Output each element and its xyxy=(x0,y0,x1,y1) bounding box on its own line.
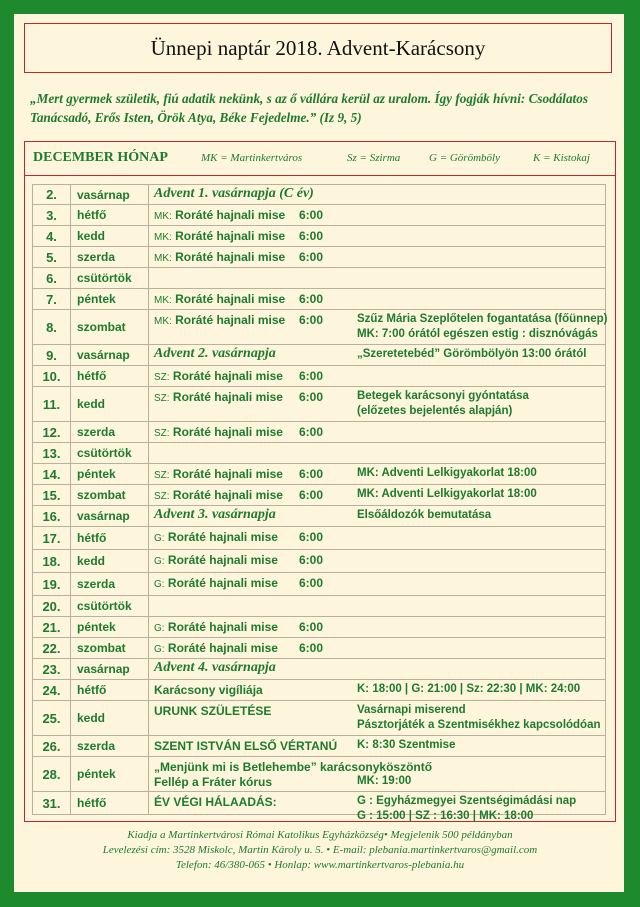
weekday: péntek xyxy=(71,617,149,637)
event-text xyxy=(154,507,276,523)
event-time: 6:00 xyxy=(299,208,324,222)
page-title: Ünnepi naptár 2018. Advent-Karácsony xyxy=(150,35,486,60)
parish-prefix: SZ: xyxy=(154,393,170,404)
event-time: 6:00 xyxy=(299,250,324,264)
event-text xyxy=(154,641,278,655)
extra-note: Elsőáldozók bemutatása xyxy=(357,509,492,521)
extra-note: MK: Adventi Lelkigyakorlat 18:00 xyxy=(357,488,537,500)
day-number: 24. xyxy=(33,680,71,700)
event-time: 6:00 xyxy=(299,229,324,243)
event-label: Roráté hajnali mise xyxy=(172,390,283,404)
event-text xyxy=(154,488,283,502)
extra-note: Vasárnapi miserend xyxy=(357,704,466,716)
event-text xyxy=(154,346,276,362)
event-label: „Menjünk mi is Betlehembe” karácsonyköszöntő xyxy=(154,760,433,774)
weekday: péntek xyxy=(71,289,149,309)
weekday: vasárnap xyxy=(71,506,149,526)
extra-note: K: 8:30 Szentmise xyxy=(357,739,456,751)
table-row xyxy=(32,596,606,617)
event-label: SZENT ISTVÁN ELSŐ VÉRTANÚ xyxy=(154,739,338,753)
event-cell xyxy=(149,638,607,658)
parish-prefix: G: xyxy=(154,556,165,567)
parish-prefix: MK: xyxy=(154,295,172,306)
weekday: szombat xyxy=(71,485,149,505)
event-label: Roráté hajnali mise xyxy=(172,425,283,439)
event-label: URUNK SZÜLETÉSE xyxy=(154,704,272,718)
event-text xyxy=(154,369,283,383)
event-time: 6:00 xyxy=(299,488,324,502)
event-cell xyxy=(149,205,607,225)
extra-note-second-line: (előzetes bejelentés alapján) xyxy=(357,405,513,417)
event-label: Roráté hajnali mise xyxy=(175,250,286,264)
event-time: 6:00 xyxy=(299,467,324,481)
parish-prefix: SZ: xyxy=(154,470,170,481)
event-label: Advent 1. vasárnapja (C év) xyxy=(154,186,314,201)
month-label: DECEMBER HÓNAP xyxy=(33,150,168,165)
event-cell xyxy=(149,659,607,679)
day-number: 16. xyxy=(33,506,71,526)
extra-note-second-line: G : 15:00 | SZ : 16:30 | MK: 18:00 xyxy=(357,810,534,822)
day-number: 31. xyxy=(33,792,71,814)
weekday: szerda xyxy=(71,736,149,756)
event-time: 6:00 xyxy=(299,530,324,544)
event-label: ÉV VÉGI HÁLAADÁS: xyxy=(154,795,277,809)
event-label: Roráté hajnali mise xyxy=(167,576,278,590)
calendar-header xyxy=(25,142,615,176)
event-text xyxy=(154,313,285,327)
parish-prefix: G: xyxy=(154,644,165,655)
event-cell xyxy=(149,443,607,463)
weekday: hétfő xyxy=(71,527,149,549)
event-cell xyxy=(149,268,607,288)
event-time: 6:00 xyxy=(299,553,324,567)
day-number: 10. xyxy=(33,366,71,386)
event-label: Roráté hajnali mise xyxy=(172,467,283,481)
table-row xyxy=(32,485,606,506)
extra-note: K: 18:00 | G: 21:00 | Sz: 22:30 | MK: 24:00 xyxy=(357,683,581,695)
table-row xyxy=(32,443,606,464)
weekday: péntek xyxy=(71,757,149,791)
day-number: 3. xyxy=(33,205,71,225)
event-text xyxy=(154,760,432,774)
day-number: 28. xyxy=(33,757,71,791)
day-number: 26. xyxy=(33,736,71,756)
table-row xyxy=(32,757,606,792)
event-text xyxy=(154,660,276,676)
table-row xyxy=(32,506,606,527)
event-cell xyxy=(149,310,607,344)
event-time: 6:00 xyxy=(299,369,324,383)
table-row xyxy=(32,310,606,345)
event-label: Roráté hajnali mise xyxy=(167,530,278,544)
weekday: szerda xyxy=(71,573,149,595)
parish-prefix: G: xyxy=(154,533,165,544)
weekday: szerda xyxy=(71,422,149,442)
event-second-line: Fellép a Fráter kórus xyxy=(154,775,273,789)
event-cell xyxy=(149,701,607,735)
weekday: szerda xyxy=(71,247,149,267)
day-number: 25. xyxy=(33,701,71,735)
table-row xyxy=(32,464,606,485)
footer-publisher: Kiadja a Martinkertvárosi Római Katolikus Egyházközség• Megjelenik 500 példányban xyxy=(127,829,513,841)
table-row xyxy=(32,527,606,550)
legend-g: G = Görömböly xyxy=(429,152,500,164)
parish-prefix: MK: xyxy=(154,316,172,327)
weekday: hétfő xyxy=(71,792,149,814)
event-cell xyxy=(149,550,607,572)
day-number: 4. xyxy=(33,226,71,246)
event-cell xyxy=(149,757,607,791)
event-label: Roráté hajnali mise xyxy=(175,229,286,243)
weekday: csütörtök xyxy=(71,268,149,288)
event-cell xyxy=(149,289,607,309)
event-cell xyxy=(149,247,607,267)
event-label: Roráté hajnali mise xyxy=(167,620,278,634)
event-text xyxy=(154,704,271,718)
table-row xyxy=(32,268,606,289)
extra-note: G : Egyházmegyei Szentségimádási nap xyxy=(357,795,577,807)
weekday: csütörtök xyxy=(71,596,149,616)
extra-note: MK: Adventi Lelkigyakorlat 18:00 xyxy=(357,467,537,479)
event-cell xyxy=(149,680,607,700)
event-text xyxy=(154,620,278,634)
event-time: 6:00 xyxy=(299,576,324,590)
weekday: szombat xyxy=(71,638,149,658)
day-number: 23. xyxy=(33,659,71,679)
event-label: Roráté hajnali mise xyxy=(175,292,286,306)
table-row xyxy=(32,638,606,659)
event-text xyxy=(154,292,285,306)
event-text xyxy=(154,576,278,590)
table-row xyxy=(32,659,606,680)
event-label: Advent 3. vasárnapja xyxy=(154,507,276,522)
table-row xyxy=(32,736,606,757)
event-cell xyxy=(149,387,607,421)
event-label: Roráté hajnali mise xyxy=(175,208,286,222)
weekday: kedd xyxy=(71,226,149,246)
legend-k: K = Kistokaj xyxy=(533,152,590,164)
event-cell xyxy=(149,617,607,637)
weekday: kedd xyxy=(71,701,149,735)
parish-prefix: G: xyxy=(154,579,165,590)
parish-prefix: MK: xyxy=(154,253,172,264)
event-text xyxy=(154,553,278,567)
event-label: Roráté hajnali mise xyxy=(172,369,283,383)
table-row xyxy=(32,422,606,443)
parish-prefix: SZ: xyxy=(154,428,170,439)
event-text xyxy=(154,229,285,243)
legend-sz: Sz = Szirma xyxy=(347,152,401,164)
footer-contact: Telefon: 46/380-065 • Honlap: www.martinkertvaros-plebania.hu xyxy=(175,859,465,871)
event-cell xyxy=(149,464,607,484)
extra-note-second-line: Pásztorjáték a Szentmisékhez kapcsolódóan xyxy=(357,719,601,731)
event-cell xyxy=(149,185,607,204)
event-time: 6:00 xyxy=(299,620,324,634)
extra-note: Szűz Mária Szeplőtelen fogantatása (főünnep) xyxy=(357,313,608,325)
day-number: 18. xyxy=(33,550,71,572)
event-cell xyxy=(149,596,607,616)
day-number: 21. xyxy=(33,617,71,637)
weekday: kedd xyxy=(71,550,149,572)
title-box xyxy=(24,23,612,73)
day-number: 5. xyxy=(33,247,71,267)
day-number: 11. xyxy=(33,387,71,421)
table-row xyxy=(32,184,606,205)
table-row xyxy=(32,366,606,387)
event-cell xyxy=(149,422,607,442)
event-label: Roráté hajnali mise xyxy=(167,641,278,655)
event-cell xyxy=(149,485,607,505)
table-row xyxy=(32,617,606,638)
event-text xyxy=(154,186,314,202)
day-number: 15. xyxy=(33,485,71,505)
day-number: 20. xyxy=(33,596,71,616)
day-number: 14. xyxy=(33,464,71,484)
day-number: 8. xyxy=(33,310,71,344)
day-number: 7. xyxy=(33,289,71,309)
event-label: Advent 2. vasárnapja xyxy=(154,346,276,361)
weekday: kedd xyxy=(71,387,149,421)
extra-note: „Szeretetebéd” Görömbölyön 13:00 órától xyxy=(357,348,587,360)
parish-prefix: G: xyxy=(154,623,165,634)
day-number: 22. xyxy=(33,638,71,658)
event-cell xyxy=(149,736,607,756)
extra-note-second-line: MK: 19:00 xyxy=(357,775,412,787)
day-number: 17. xyxy=(33,527,71,549)
event-time: 6:00 xyxy=(299,425,324,439)
table-row xyxy=(32,573,606,596)
event-cell xyxy=(149,573,607,595)
event-cell xyxy=(149,345,607,365)
weekday: csütörtök xyxy=(71,443,149,463)
day-number: 2. xyxy=(33,185,71,204)
event-cell xyxy=(149,226,607,246)
extra-note: Betegek karácsonyi gyóntatása xyxy=(357,390,529,402)
event-label: Advent 4. vasárnapja xyxy=(154,660,276,675)
event-time: 6:00 xyxy=(299,313,324,327)
table-row xyxy=(32,792,606,822)
scripture-quote: „Mert gyermek születik, fiú adatik nekünk, s az ő vállára kerül az uralom. Így fogják hívni: Csodálatos Tanácsadó, Erős Isten, Örök Atya, Béke Fejedelme.” (Iz 9, 5) xyxy=(30,91,588,125)
weekday: hétfő xyxy=(71,680,149,700)
table-row xyxy=(32,289,606,310)
event-time: 6:00 xyxy=(299,641,324,655)
table-row xyxy=(32,247,606,268)
calendar-table xyxy=(24,141,616,822)
weekday: szombat xyxy=(71,310,149,344)
parish-prefix: MK: xyxy=(154,232,172,243)
weekday: vasárnap xyxy=(71,185,149,204)
weekday: vasárnap xyxy=(71,659,149,679)
table-row xyxy=(32,701,606,736)
footer-address: Levelezési cím: 3528 Miskolc, Martin Károly u. 5. • E-mail: plebania.martinkertvaros@gmail.com xyxy=(102,844,538,856)
table-row xyxy=(32,205,606,226)
table-row xyxy=(32,345,606,366)
weekday: vasárnap xyxy=(71,345,149,365)
parish-prefix: MK: xyxy=(154,211,172,222)
table-row xyxy=(32,226,606,247)
event-text xyxy=(154,530,278,544)
table-row xyxy=(32,387,606,422)
event-time: 6:00 xyxy=(299,292,324,306)
event-text xyxy=(154,390,283,404)
event-text xyxy=(154,250,285,264)
table-row xyxy=(32,550,606,573)
event-text xyxy=(154,208,285,222)
day-number: 9. xyxy=(33,345,71,365)
event-text xyxy=(154,683,263,697)
day-number: 6. xyxy=(33,268,71,288)
event-text xyxy=(154,739,337,753)
legend-mk: MK = Martinkertváros xyxy=(201,152,303,164)
event-text xyxy=(154,795,277,809)
event-text xyxy=(154,425,283,439)
event-cell xyxy=(149,792,607,822)
event-label: Karácsony vigíliája xyxy=(154,683,263,697)
event-text xyxy=(154,467,283,481)
footer xyxy=(24,822,616,882)
day-number: 19. xyxy=(33,573,71,595)
event-time: 6:00 xyxy=(299,390,324,404)
parish-prefix: SZ: xyxy=(154,372,170,383)
weekday: hétfő xyxy=(71,205,149,225)
event-label: Roráté hajnali mise xyxy=(175,313,286,327)
event-cell xyxy=(149,366,607,386)
event-cell xyxy=(149,527,607,549)
event-cell xyxy=(149,506,607,526)
day-number: 13. xyxy=(33,443,71,463)
weekday: hétfő xyxy=(71,366,149,386)
day-number: 12. xyxy=(33,422,71,442)
extra-note-second-line: MK: 7:00 órától egészen estig : disznóvágás xyxy=(357,328,598,340)
parish-prefix: SZ: xyxy=(154,491,170,502)
table-row xyxy=(32,680,606,701)
event-label: Roráté hajnali mise xyxy=(167,553,278,567)
weekday: péntek xyxy=(71,464,149,484)
event-label: Roráté hajnali mise xyxy=(172,488,283,502)
